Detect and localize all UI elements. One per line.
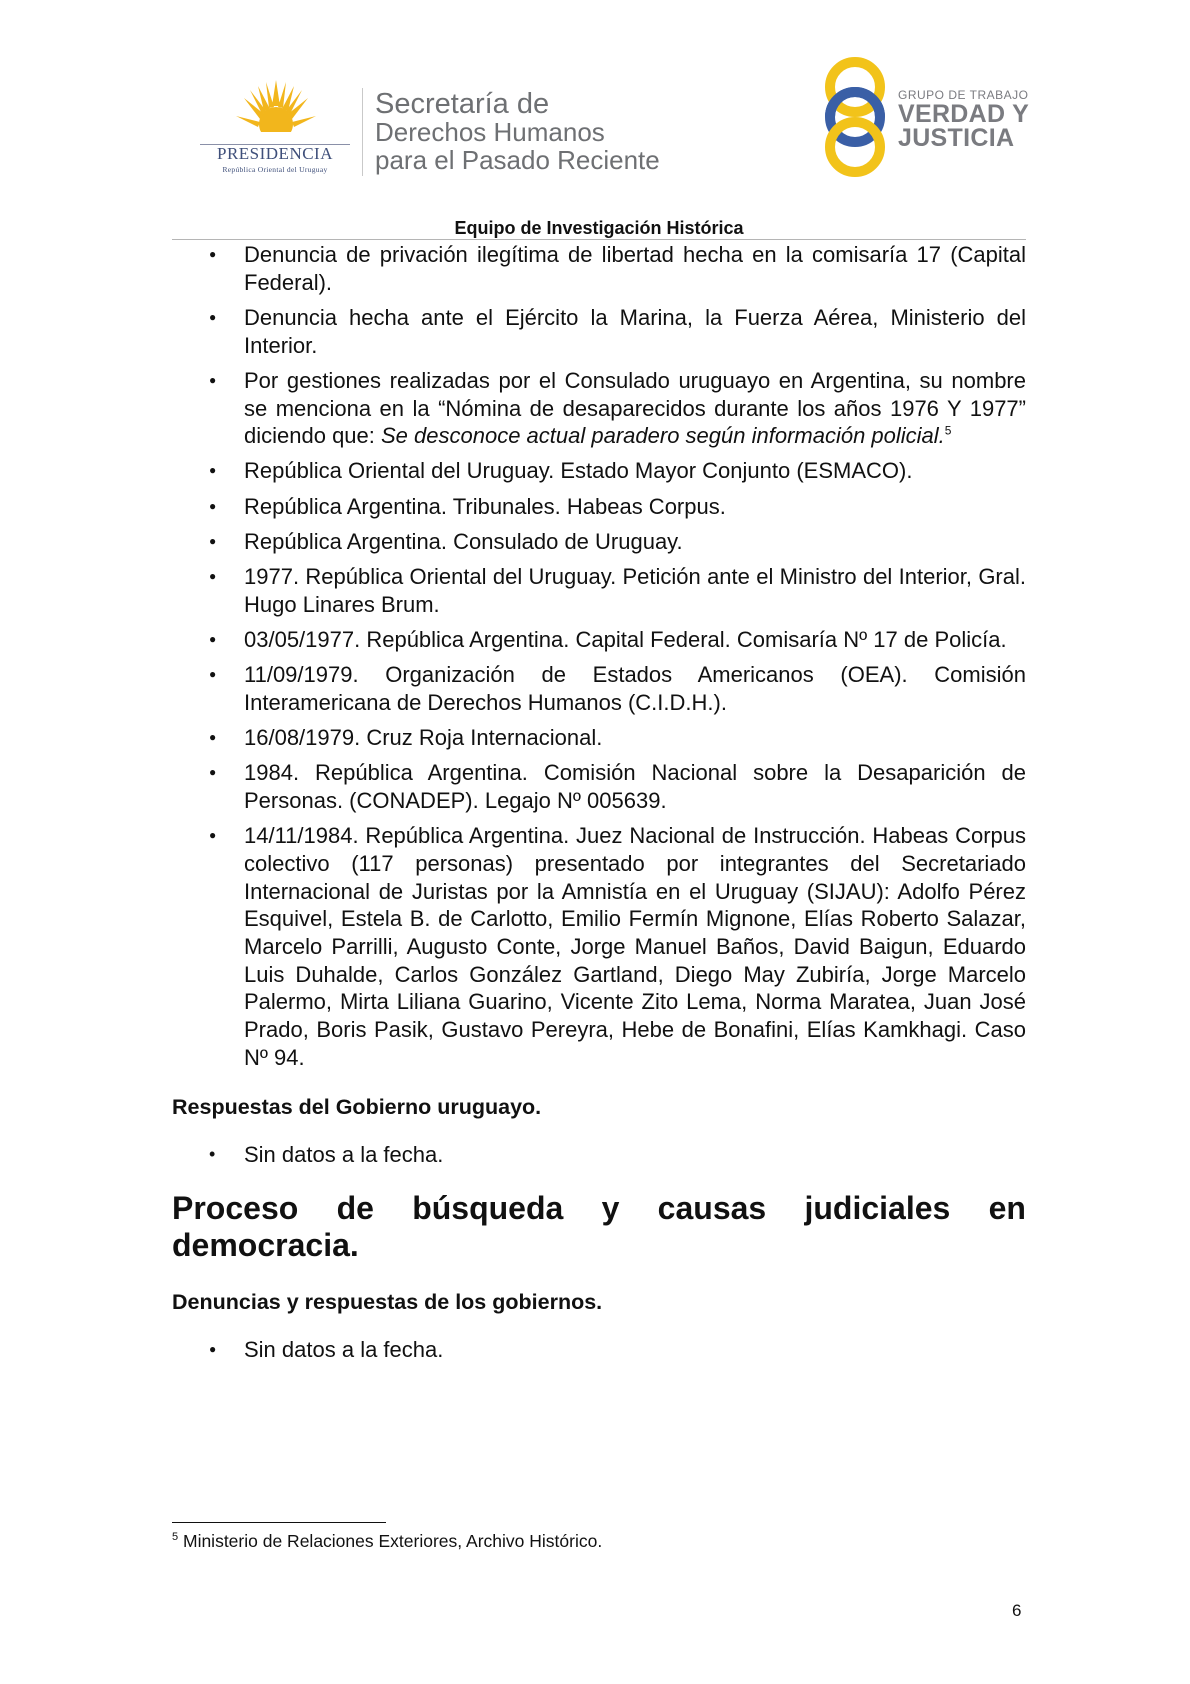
list-item: ● 1977. República Oriental del Uruguay. Petición ante el Ministro del Interior, Gral. Hugo Linares Brum. — [172, 563, 1026, 618]
presidencia-subtitle: República Oriental del Uruguay — [222, 165, 328, 174]
denuncias-gobiernos-list — [172, 1336, 1026, 1364]
heading-word: judiciales — [804, 1190, 951, 1227]
page-number: 6 — [1012, 1601, 1022, 1620]
page-content — [172, 241, 1026, 1371]
presidencia-name: PRESIDENCIA — [216, 144, 333, 163]
list-item: ● República Argentina. Consulado de Uruguay. — [172, 528, 1026, 556]
denuncias-heading: Denuncias y respuestas de los gobiernos. — [172, 1290, 603, 1315]
respuestas-list — [172, 1141, 1026, 1169]
footnote-text: Ministerio de Relaciones Exteriores, Archivo Histórico. — [178, 1531, 603, 1551]
grupo-big-label-1: VERDAD Y — [898, 100, 1030, 128]
secretaria-logo-text — [375, 90, 660, 174]
secretaria-line-3: para el Pasado Reciente — [375, 145, 660, 175]
header-divider — [362, 88, 363, 176]
presidencia-logo — [196, 80, 354, 180]
heading-word: en — [988, 1190, 1026, 1227]
grupo-small-label: GRUPO DE TRABAJO — [898, 88, 1029, 102]
list-item: ● Sin datos a la fecha. — [172, 1336, 1026, 1364]
footnote-number: 5 — [172, 1531, 179, 1544]
footnote — [172, 1531, 602, 1552]
list-item: ● República Argentina. Tribunales. Habeas Corpus. — [172, 493, 1026, 521]
section-heading-line-1 — [172, 1190, 1026, 1227]
heading-word: Proceso — [172, 1190, 299, 1227]
list-item: ● 1984. República Argentina. Comisión Nacional sobre la Desaparición de Personas. (CONADEP). Legajo Nº 005639. — [172, 759, 1026, 814]
heading-word: búsqueda — [412, 1190, 564, 1227]
list-item: • Sin datos a la fecha. — [172, 1141, 1026, 1169]
grupo-big-label-2: JUSTICIA — [898, 124, 1015, 152]
list-item: ● República Oriental del Uruguay. Estado Mayor Conjunto (ESMACO). — [172, 457, 1026, 485]
sun-icon — [236, 80, 316, 142]
section-heading — [172, 1190, 1026, 1264]
header-rule — [172, 239, 1026, 240]
footnote-rule — [172, 1522, 386, 1523]
item-text: Por gestiones realizadas por el Consulado uruguayo en Argentina, su nombre se menciona en la “Nómina de desaparecidos durante los años 1976 Y 1977” diciendo que: — [244, 367, 1026, 449]
section-heading-line-2: democracia. — [172, 1227, 359, 1264]
header-caption: Equipo de Investigación Histórica — [454, 218, 744, 238]
list-item: ● 16/08/1979. Cruz Roja Internacional. — [172, 724, 1026, 752]
linked-rings-icon — [820, 56, 890, 178]
item-italic-quote: Se desconoce actual paradero según información policial. — [381, 423, 945, 449]
list-item: ● 03/05/1977. República Argentina. Capital Federal. Comisaría Nº 17 de Policía. — [172, 626, 1026, 654]
heading-word: de — [336, 1190, 374, 1227]
heading-word: causas — [657, 1190, 767, 1227]
secretaria-line-1: Secretaría de — [375, 88, 550, 120]
grupo-trabajo-text — [898, 88, 1029, 150]
list-item: ● Denuncia de privación ilegítima de libertad hecha en la comisaría 17 (Capital Federal). — [172, 241, 1026, 296]
list-item: ● 14/11/1984. República Argentina. Juez Nacional de Instrucción. Habeas Corpus colectivo (117 personas) presentado por integrantes del Secretariado Internacional de Juristas por la Amnistía en el Uruguay (SIJAU): Adolfo Pérez Esquivel, Estela B. de Carlotto, Emilio Fermín Mignone, Elías Roberto Salazar, Marcelo Parrilli, Augusto Conte, Jorge Manuel Baños, David Baigun, Eduardo Luis Duhalde, Carlos González Gartland, Diego May Zubiría, Jorge Marcelo Palermo, Mirta Liliana Guarino, Vicente Zito Lema, Norma Maratea, Juan José Prado, Boris Pasik, Gustavo Pereyra, Hebe de Bonafini, Elías Kamkhagi. Caso Nº 94. — [172, 822, 1026, 1071]
list-item — [172, 367, 1026, 450]
denuncias-list — [172, 241, 1026, 1071]
list-item: ● Denuncia hecha ante el Ejército la Marina, la Fuerza Aérea, Ministerio del Interior. — [172, 304, 1026, 359]
list-item: ● 11/09/1979. Organización de Estados Americanos (OEA). Comisión Interamericana de Derechos Humanos (C.I.D.H.). — [172, 661, 1026, 716]
secretaria-line-2: Derechos Humanos — [375, 117, 605, 147]
heading-word: y — [601, 1190, 620, 1227]
footnote-ref: 5 — [944, 423, 952, 438]
respuestas-heading: Respuestas del Gobierno uruguayo. — [172, 1095, 542, 1120]
